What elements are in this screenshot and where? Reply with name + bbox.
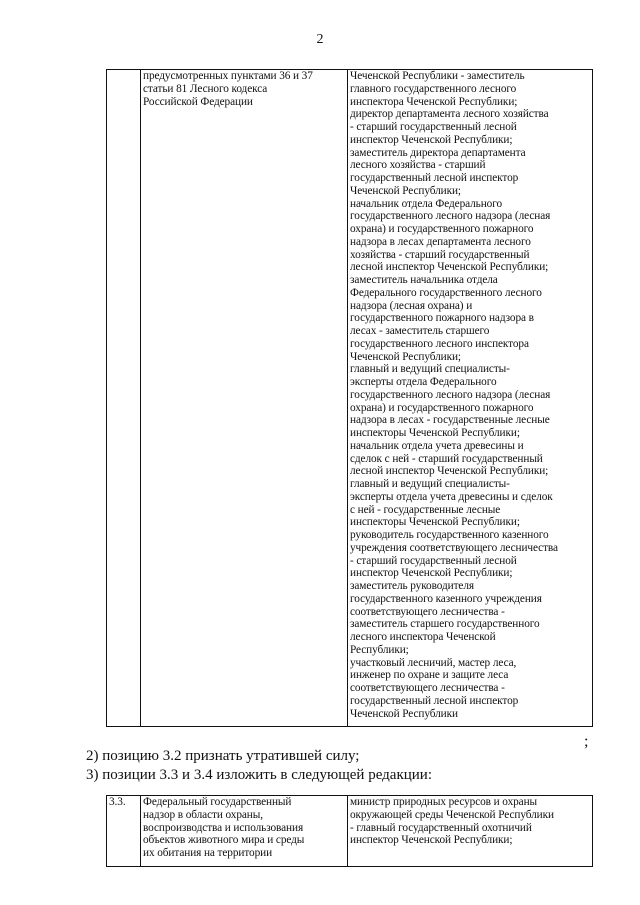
text-line: заместитель руководителя [350,580,474,592]
semicolon-mark: ; [584,733,589,750]
text-line: государственного лесного инспектора [350,337,529,350]
officials-text [350,70,590,720]
text-line: Чеченской Республики [350,707,458,720]
text-line: инспекторы Чеченской Республики; [350,516,520,529]
text-line: - старший государственный лесной [350,121,517,133]
text-line: главный и ведущий специалисты- [350,363,510,376]
text-line: заместитель старшего государственного [350,618,540,631]
text-line: главный и ведущий специалисты- [350,478,510,490]
position-number: 3.3. [109,796,126,808]
text-line: руководитель государственного казенного [350,529,549,541]
text-line: государственного пожарного надзора в [350,312,534,325]
text-line: инспектор Чеченской Республики; [350,133,513,146]
text-line: - главный государственный охотничий [350,821,532,834]
text-line: лесной инспектор Чеченской Республики; [350,465,549,478]
text-line: главного государственного лесного [350,82,517,95]
text-line: начальник отдела Федерального [350,197,503,210]
number-cell [107,70,141,727]
table-row [107,796,593,867]
officials-cell [348,796,593,867]
text-line: надзора (лесная охрана) и [350,299,473,312]
text-line: учреждения соответствующего лесничества [350,541,558,554]
text-line: надзора в лесах - государственные лесные [350,414,550,427]
text-line: хозяйства - старший государственный [350,248,530,261]
text-line: Федерального государственного лесного [350,286,542,299]
text-line: сделок с ней - старший государственный [350,452,543,465]
supervision-type-text [143,796,345,860]
officials-cell [348,70,593,727]
text-line: воспроизводства и использования [143,821,304,834]
text-line: государственного лесного надзора (лесная [350,388,551,401]
text-line: соответствующего лесничества - [350,605,505,618]
text-line: инспекторы Чеченской Республики; [350,427,520,439]
text-line: с ней - государственные лесные [350,503,501,516]
text-line: Российской Федерации [143,95,253,108]
text-line: участковый лесничий, мастер леса, [350,656,517,669]
text-line: инспектор Чеченской Республики; [350,834,513,847]
text-line: эксперты отдела Федерального [350,376,497,388]
text-line: объектов животного мира и среды [143,834,305,847]
officials-text [350,796,590,847]
paragraph-item-3: 3) позиции 3.3 и 3.4 изложить в следующей редакции: [86,767,432,783]
text-line: - старший государственный лесной [350,554,517,567]
text-line: надзор в области охраны, [143,808,263,821]
text-line: Республики; [350,643,409,656]
text-line: государственный лесной инспектор [350,694,519,707]
supervision-type-cell [141,796,348,867]
text-line: охрана) и государственного пожарного [350,223,534,235]
text-line: надзора в лесах департамента лесного [350,235,531,248]
text-line: Чеченской Республики; [350,350,461,363]
text-line: эксперты отдела учета древесины и сделок [350,490,553,503]
text-line: окружающей среды Чеченской Республики [350,808,554,821]
text-line: заместитель директора департамента [350,146,526,159]
positions-table-continued [106,69,593,727]
supervision-type-cell [141,70,348,727]
text-line: статьи 81 Лесного кодекса [143,82,268,95]
text-line: лесного инспектора Чеченской [350,631,496,643]
page-number: 2 [316,32,324,47]
text-line: Чеченской Республики - заместитель [350,70,525,82]
text-line: их обитания на территории [143,847,273,859]
text-line: инженер по охране и защите леса [350,669,509,682]
text-line: государственного казенного учреждения [350,592,542,605]
text-line: инспектора Чеченской Республики; [350,95,518,108]
supervision-type-text [143,70,345,108]
table-row [107,70,593,727]
number-cell [107,796,141,867]
text-line: государственного лесного надзора (лесная [350,210,551,223]
text-line: предусмотренных пунктами 36 и 37 [143,70,313,82]
text-line: Федеральный государственный [143,796,292,808]
text-line: министр природных ресурсов и охраны [350,796,538,808]
text-line: государственный лесной инспектор [350,172,519,184]
positions-table-new [106,795,593,867]
text-line: инспектор Чеченской Республики; [350,567,513,580]
text-line: Чеченской Республики; [350,184,461,197]
text-line: охрана) и государственного пожарного [350,401,534,414]
text-line: заместитель начальника отдела [350,274,498,286]
text-line: соответствующего лесничества - [350,682,505,694]
paragraph-item-2: 2) позицию 3.2 признать утратившей силу; [86,748,360,764]
text-line: лесного хозяйства - старший [350,159,486,172]
text-line: начальник отдела учета древесины и [350,439,524,452]
text-line: лесах - заместитель старшего [350,325,490,337]
text-line: лесной инспектор Чеченской Республики; [350,261,549,274]
text-line: директор департамента лесного хозяйства [350,108,549,121]
